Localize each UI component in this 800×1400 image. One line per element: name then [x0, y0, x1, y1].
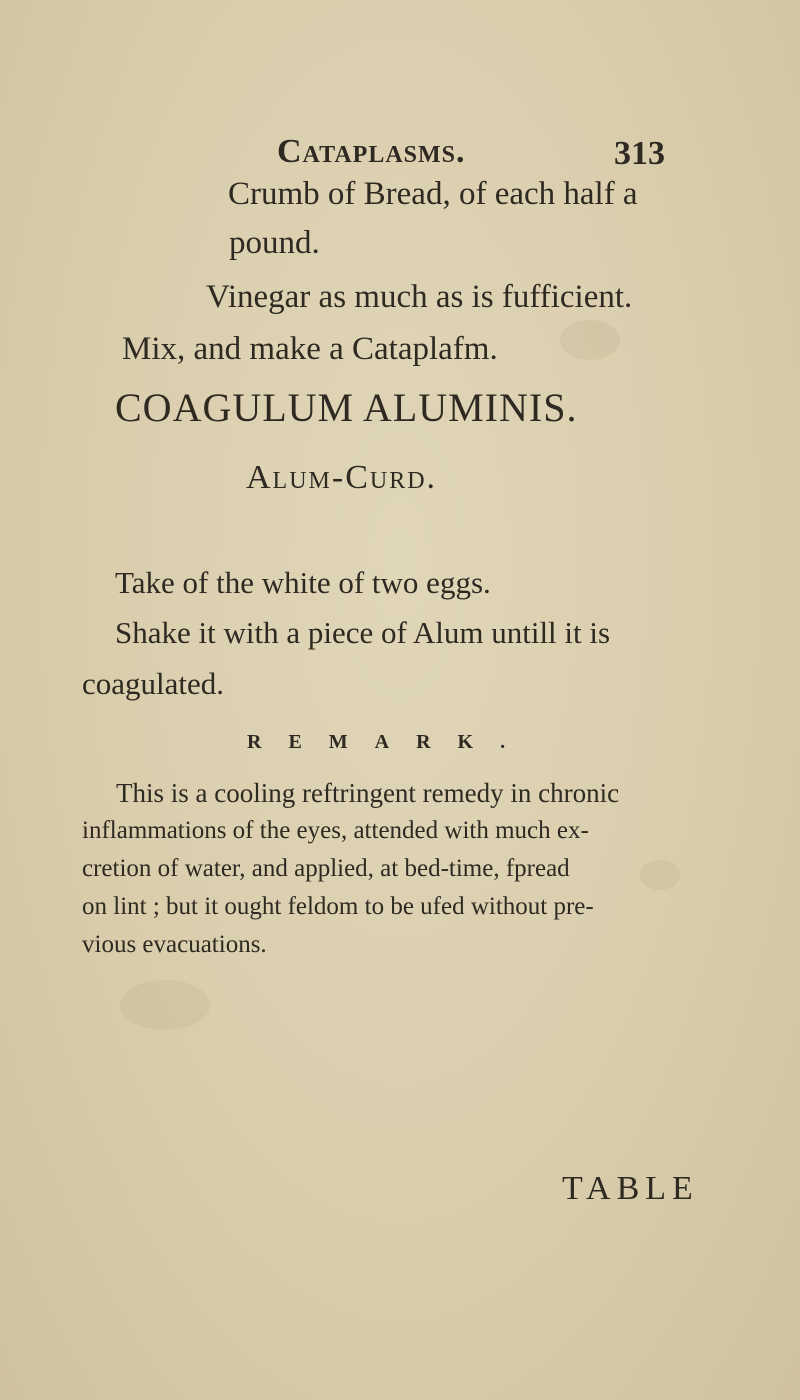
catchword: TABLE [562, 1170, 699, 1207]
recipe-subtitle: Alum-Curd. [246, 459, 438, 496]
recipe-title: COAGULUM ALUMINIS. [115, 385, 578, 430]
remark-line: on lint ; but it ought feldom to be ufed without pre- [82, 893, 594, 920]
remark-heading: REMARK. [247, 731, 533, 753]
remark-line: This is a cooling reftringent remedy in chronic [116, 778, 620, 808]
recipe-line: Take of the white of two eggs. [115, 565, 491, 600]
paper-stain [640, 860, 680, 890]
paper-stain [120, 980, 210, 1030]
remark-line: vious evacuations. [82, 931, 267, 958]
ingredient-line: Crumb of Bread, of each half a [228, 176, 638, 212]
ingredient-line: pound. [229, 225, 320, 261]
recipe-line: coagulated. [82, 666, 225, 701]
recipe-line: Shake it with a piece of Alum untill it is [115, 615, 611, 650]
paper-stain [560, 320, 620, 360]
remark-line: inflammations of the eyes, attended with much ex- [82, 817, 589, 844]
page-number: 313 [614, 135, 665, 172]
running-header: Cataplasms. [277, 133, 466, 170]
ingredient-line: Vinegar as much as is fufficient. [206, 279, 633, 315]
remark-line: cretion of water, and applied, at bed-time, fpread [82, 855, 570, 882]
instruction-line: Mix, and make a Cataplafm. [122, 331, 498, 367]
